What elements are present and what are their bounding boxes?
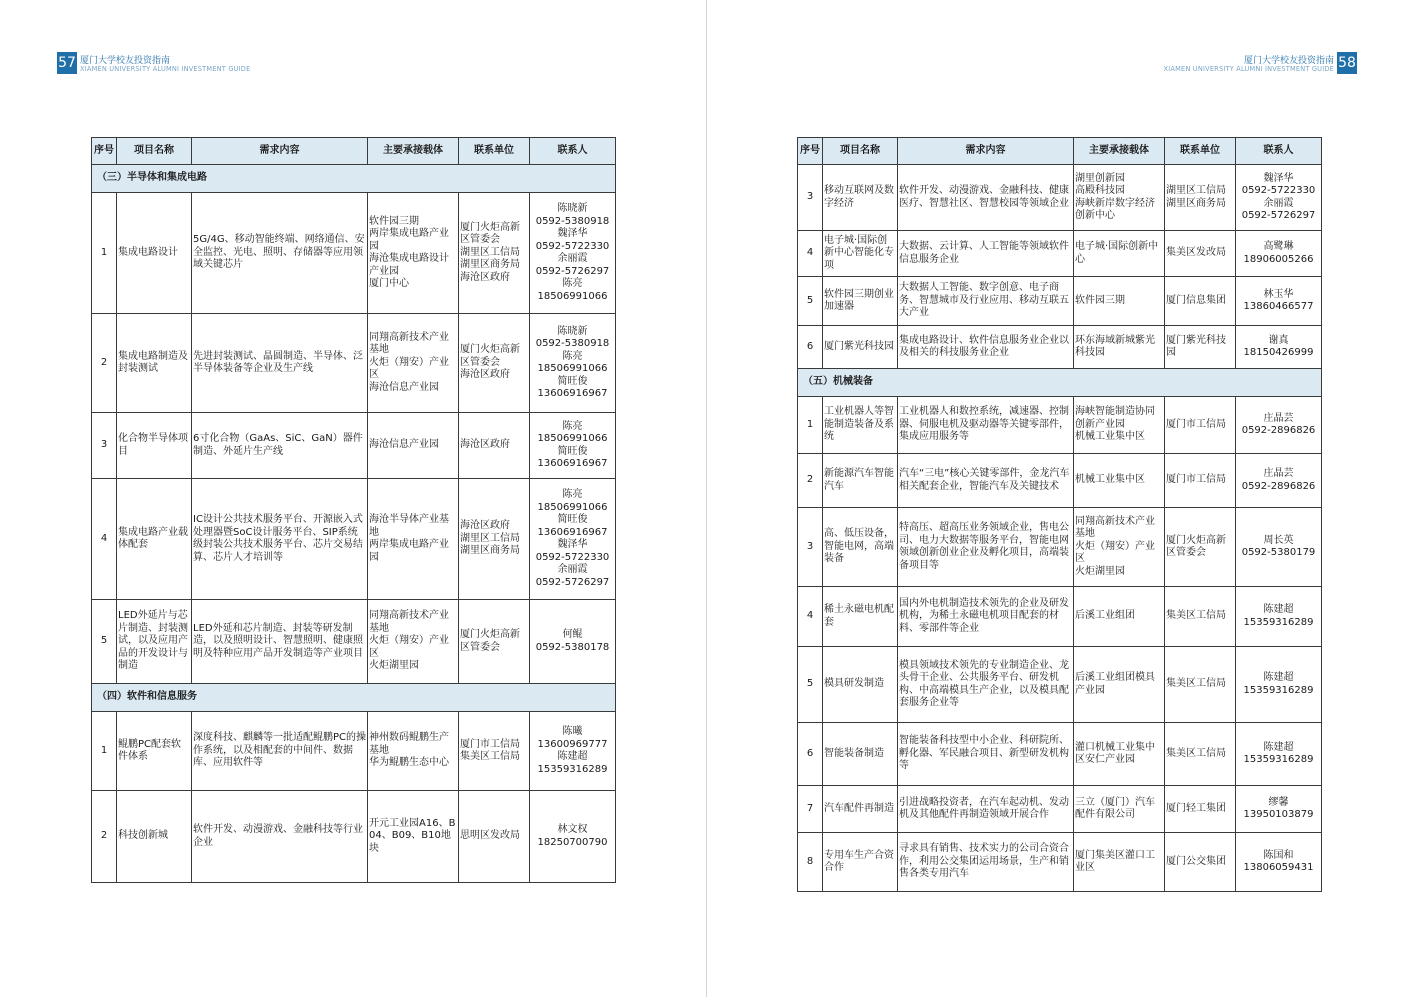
project-name: 工业机器人等智能制造装备及系统 (823, 397, 898, 454)
contact-unit: 海沧区政府 湖里区工信局 湖里区商务局 (459, 479, 530, 600)
table-row (92, 413, 616, 479)
table-row (798, 277, 1322, 326)
table-row (798, 786, 1322, 833)
main-carrier: 同翔高新技术产业基地 火炬（翔安）产业区 海沧信息产业园 (368, 314, 459, 413)
requirement-content: 5G/4G、移动智能终端、网络通信、安全监控、光电、照明、存储器等应用领域关键芯片 (192, 193, 368, 314)
requirement-content: 软件开发、动漫游戏、金融科技等行业企业 (192, 791, 368, 883)
requirement-content: 汽车“三电”核心关键零部件，金龙汽车相关配套企业，智能汽车及关键技术 (898, 454, 1074, 508)
main-carrier: 环东海域新城紫光科技园 (1074, 326, 1165, 369)
contact-person: 谢真 18150426999 (1236, 326, 1322, 369)
main-carrier: 后溪工业组团模具产业园 (1074, 647, 1165, 723)
project-name: 化合物半导体项目 (117, 413, 192, 479)
contact-person: 陈国和 13806059431 (1236, 833, 1322, 892)
project-name: 专用车生产合资合作 (823, 833, 898, 892)
row-number: 6 (798, 723, 823, 786)
contact-unit: 厦门市工信局 集美区工信局 (459, 712, 530, 791)
table-row (798, 231, 1322, 277)
project-name: 高、低压设备，智能电网，高端装备 (823, 508, 898, 587)
table-row (92, 193, 616, 314)
section-heading-row (92, 165, 616, 193)
right-page-header (1100, 52, 1357, 74)
main-carrier: 电子城·国际创新中心 (1074, 231, 1165, 277)
main-carrier: 机械工业集中区 (1074, 454, 1165, 508)
row-number: 5 (92, 600, 117, 684)
main-carrier: 厦门集美区灌口工业区 (1074, 833, 1165, 892)
requirement-content: IC设计公共技术服务平台、开源嵌入式处理器暨SoC设计服务平台、SIP系统级封装公共技术服务平台、芯片交易结算、芯片人才培训等 (192, 479, 368, 600)
section-title: （四）软件和信息服务 (92, 684, 616, 712)
contact-unit: 厦门市工信局 (1165, 454, 1236, 508)
contact-person: 陈曦 13600969777 陈建超 15359316289 (530, 712, 616, 791)
project-name: 稀土永磁电机配套 (823, 587, 898, 647)
row-number: 3 (798, 165, 823, 231)
project-name: 鲲鹏PC配套软件体系 (117, 712, 192, 791)
requirement-content: 先进封装测试、晶圆制造、半导体、泛半导体装备等企业及生产线 (192, 314, 368, 413)
contact-unit: 厦门轻工集团 (1165, 786, 1236, 833)
main-carrier: 开元工业园A16、B04、B09、B10地块 (368, 791, 459, 883)
contact-unit: 集美区工信局 (1165, 587, 1236, 647)
project-name: 集成电路设计 (117, 193, 192, 314)
contact-person: 陈建超 15359316289 (1236, 587, 1322, 647)
col-header: 联系单位 (1165, 138, 1236, 165)
table-row (798, 833, 1322, 892)
row-number: 4 (92, 479, 117, 600)
row-number: 1 (92, 712, 117, 791)
main-carrier: 三立（厦门）汽车配件有限公司 (1074, 786, 1165, 833)
page-number: 57 (57, 52, 77, 74)
project-name: 厦门紫光科技园 (823, 326, 898, 369)
contact-person: 高鹭琳 18906005266 (1236, 231, 1322, 277)
project-name: 集成电路制造及封装测试 (117, 314, 192, 413)
page-number: 58 (1337, 52, 1357, 74)
section-heading-row (798, 369, 1322, 397)
contact-person: 陈建超 15359316289 (1236, 647, 1322, 723)
main-carrier: 同翔高新技术产业基地 火炬（翔安）产业区 火炬湖里园 (1074, 508, 1165, 587)
project-name: 科技创新城 (117, 791, 192, 883)
main-carrier: 神州数码鲲鹏生产基地 华为鲲鹏生态中心 (368, 712, 459, 791)
col-header: 联系人 (1236, 138, 1322, 165)
row-number: 4 (798, 231, 823, 277)
section-title: （五）机械装备 (798, 369, 1322, 397)
requirement-content: 工业机器人和数控系统，减速器、控制器、伺服电机及驱动器等关键零部件，集成应用服务等 (898, 397, 1074, 454)
requirement-content: 集成电路设计、软件信息服务业企业以及相关的科技服务业企业 (898, 326, 1074, 369)
contact-unit: 厦门紫光科技园 (1165, 326, 1236, 369)
contact-unit: 集美区工信局 (1165, 647, 1236, 723)
project-name: 模具研发制造 (823, 647, 898, 723)
contact-person: 缪馨 13950103879 (1236, 786, 1322, 833)
contact-unit: 厦门信息集团 (1165, 277, 1236, 326)
requirement-content: 深度科技、麒麟等一批适配鲲鹏PC的操作系统，以及相配套的中间件、数据库、应用软件等 (192, 712, 368, 791)
table-row (92, 600, 616, 684)
contact-person: 陈建超 15359316289 (1236, 723, 1322, 786)
requirement-content: 软件开发、动漫游戏、金融科技、健康医疗、智慧社区、智慧校园等领域企业 (898, 165, 1074, 231)
header-title-en: XIAMEN UNIVERSITY ALUMNI INVESTMENT GUIDE (80, 65, 251, 73)
col-header: 联系单位 (459, 138, 530, 165)
contact-unit: 厦门火炬高新区管委会 (1165, 508, 1236, 587)
contact-person: 魏泽华 0592-5722330 余丽霞 0592-5726297 (1236, 165, 1322, 231)
table-row (798, 326, 1322, 369)
contact-unit: 思明区发改局 (459, 791, 530, 883)
project-name: 汽车配件再制造 (823, 786, 898, 833)
contact-person: 林玉华 13860466577 (1236, 277, 1322, 326)
col-header: 项目名称 (117, 138, 192, 165)
table-row (798, 587, 1322, 647)
table-header-row (92, 138, 616, 165)
contact-unit: 厦门火炬高新区管委会 海沧区政府 (459, 314, 530, 413)
table-row (798, 397, 1322, 454)
contact-person: 陈亮 18506991066 简旺俊 13606916967 (530, 413, 616, 479)
col-header: 主要承接载体 (1074, 138, 1165, 165)
main-carrier: 同翔高新技术产业基地 火炬（翔安）产业区 火炬湖里园 (368, 600, 459, 684)
requirement-content: LED外延和芯片制造、封装等研发制造，以及照明设计、智慧照明、健康照明及特种应用产品开发制造等产业项目 (192, 600, 368, 684)
left-page-header (57, 52, 317, 74)
table-row (798, 454, 1322, 508)
contact-unit: 集美区发改局 (1165, 231, 1236, 277)
section-heading-row (92, 684, 616, 712)
main-carrier: 软件园三期 (1074, 277, 1165, 326)
project-name: 新能源汽车智能汽车 (823, 454, 898, 508)
requirement-content: 智能装备科技型中小企业、科研院所、孵化器、军民融合项目、新型研发机构等 (898, 723, 1074, 786)
row-number: 1 (92, 193, 117, 314)
contact-unit: 厦门公交集团 (1165, 833, 1236, 892)
main-carrier: 海沧半导体产业基地 两岸集成电路产业园 (368, 479, 459, 600)
main-carrier: 海沧信息产业园 (368, 413, 459, 479)
main-carrier: 灌口机械工业集中区安仁产业园 (1074, 723, 1165, 786)
table-row (798, 647, 1322, 723)
table-row (798, 723, 1322, 786)
project-name: 移动互联网及数字经济 (823, 165, 898, 231)
table-row (92, 314, 616, 413)
header-title-cn: 厦门大学校友投资指南 (80, 56, 171, 66)
row-number: 3 (92, 413, 117, 479)
table-header-row (798, 138, 1322, 165)
row-number: 6 (798, 326, 823, 369)
table-row (92, 479, 616, 600)
col-header: 主要承接载体 (368, 138, 459, 165)
requirement-content: 特高压、超高压业务领域企业，售电公司、电力大数据等服务平台，智能电网领域创新创业企业及孵化项目，高端装备项目等 (898, 508, 1074, 587)
contact-person: 庄晶芸 0592-2896826 (1236, 397, 1322, 454)
main-carrier: 海峡智能制造协同创新产业园 机械工业集中区 (1074, 397, 1165, 454)
project-name: 集成电路产业载体配套 (117, 479, 192, 600)
contact-person: 陈亮 18506991066 简旺俊 13606916967 魏泽华 0592-5722330 余丽霞 0592-5726297 (530, 479, 616, 600)
requirement-content: 大数据、云计算、人工智能等领域软件信息服务企业 (898, 231, 1074, 277)
contact-unit: 集美区工信局 (1165, 723, 1236, 786)
table-row (798, 165, 1322, 231)
contact-person: 庄晶芸 0592-2896826 (1236, 454, 1322, 508)
row-number: 1 (798, 397, 823, 454)
col-header: 需求内容 (898, 138, 1074, 165)
row-number: 2 (92, 791, 117, 883)
project-name: 软件园三期创业加速器 (823, 277, 898, 326)
header-title-cn: 厦门大学校友投资指南 (1243, 56, 1334, 66)
contact-person: 林文权 18250700790 (530, 791, 616, 883)
header-title-en: XIAMEN UNIVERSITY ALUMNI INVESTMENT GUIDE (1163, 65, 1334, 73)
requirement-content: 寻求具有销售、技术实力的公司合资合作，利用公交集团运用场景，生产和销售各类专用汽车 (898, 833, 1074, 892)
requirement-content: 引进战略投资者，在汽车起动机、发动机及其他配件再制造领域开展合作 (898, 786, 1074, 833)
main-carrier: 后溪工业组团 (1074, 587, 1165, 647)
table-row (92, 791, 616, 883)
col-header: 需求内容 (192, 138, 368, 165)
row-number: 2 (798, 454, 823, 508)
row-number: 5 (798, 647, 823, 723)
requirement-content: 6寸化合物（GaAs、SiC、GaN）器件制造、外延片生产线 (192, 413, 368, 479)
contact-unit: 海沧区政府 (459, 413, 530, 479)
col-header: 项目名称 (823, 138, 898, 165)
contact-person: 陈晓新 0592-5380918 魏泽华 0592-5722330 余丽霞 0592-5726297 陈亮 18506991066 (530, 193, 616, 314)
requirement-content: 模具领域技术领先的专业制造企业、龙头骨干企业、公共服务平台、研发机构、中高端模具生产企业，以及模具配套服务企业等 (898, 647, 1074, 723)
row-number: 4 (798, 587, 823, 647)
col-header: 序号 (798, 138, 823, 165)
row-number: 7 (798, 786, 823, 833)
table-row (798, 508, 1322, 587)
right-project-table (797, 137, 1322, 892)
project-name: 电子城·国际创新中心智能化专项 (823, 231, 898, 277)
requirement-content: 大数据人工智能、数字创意、电子商务、智慧城市及行业应用、移动互联五大产业 (898, 277, 1074, 326)
project-name: 智能装备制造 (823, 723, 898, 786)
left-project-table (91, 137, 616, 883)
contact-person: 何鲲 0592-5380178 (530, 600, 616, 684)
contact-person: 周长英 0592-5380179 (1236, 508, 1322, 587)
page-spine (706, 0, 707, 997)
section-title: （三）半导体和集成电路 (92, 165, 616, 193)
contact-unit: 厦门市工信局 (1165, 397, 1236, 454)
contact-unit: 厦门火炬高新区管委会 (459, 600, 530, 684)
row-number: 8 (798, 833, 823, 892)
main-carrier: 软件园三期 两岸集成电路产业园 海沧集成电路设计产业园 厦门中心 (368, 193, 459, 314)
contact-person: 陈晓新 0592-5380918 陈亮 18506991066 简旺俊 13606916967 (530, 314, 616, 413)
requirement-content: 国内外电机制造技术领先的企业及研发机构，为稀土永磁电机项目配套的材料、零部件等企业 (898, 587, 1074, 647)
col-header: 联系人 (530, 138, 616, 165)
row-number: 3 (798, 508, 823, 587)
row-number: 5 (798, 277, 823, 326)
table-row (92, 712, 616, 791)
contact-unit: 厦门火炬高新区管委会 湖里区工信局 湖里区商务局 海沧区政府 (459, 193, 530, 314)
contact-unit: 湖里区工信局 湖里区商务局 (1165, 165, 1236, 231)
main-carrier: 湖里创新园 高殿科技园 海峡新岸数字经济创新中心 (1074, 165, 1165, 231)
col-header: 序号 (92, 138, 117, 165)
row-number: 2 (92, 314, 117, 413)
project-name: LED外延片与芯片制造、封装测试，以及应用产品的开发设计与制造 (117, 600, 192, 684)
